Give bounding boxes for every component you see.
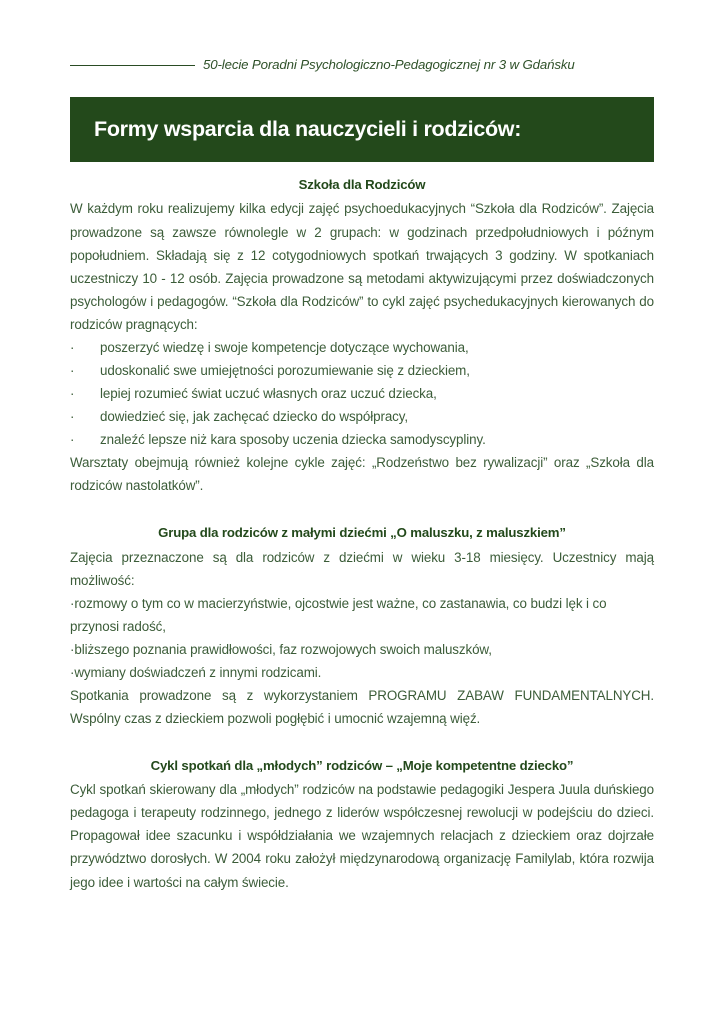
list-item: [70, 405, 654, 428]
section-moje-kompetentne-dziecko: [70, 756, 654, 894]
list-item-label: lepiej rozumieć świat uczuć własnych oraz uczuć dziecka,: [100, 385, 437, 401]
dot-line: ·bliższego poznania prawidłowości, faz rozwojowych swoich maluszków,: [70, 641, 492, 657]
bullet-list: [70, 336, 654, 451]
list-item-label: udoskonalić swe umiejętności porozumiewanie się z dzieckiem,: [100, 362, 470, 378]
dot-line: ·rozmowy o tym co w macierzyństwie, ojcostwie jest ważne, co zastanawia, co budzi lęk i co przynosi radość,: [70, 595, 607, 634]
section-paragraph: Spotkania prowadzone są z wykorzystaniem PROGRAMU ZABAW FUNDAMENTALNYCH. Wspólny czas z dzieckiem pozwoli pogłębić i umocnić wzajemną więź.: [70, 687, 654, 726]
list-item: [70, 336, 654, 359]
bullet-marker: ·: [70, 408, 75, 424]
running-header: [70, 0, 654, 75]
banner-title: Formy wsparcia dla nauczycieli i rodziców:: [94, 117, 522, 141]
bullet-marker: ·: [70, 339, 75, 355]
section-heading: Szkoła dla Rodziców: [298, 177, 426, 192]
header-rule-line: [70, 65, 195, 66]
section-heading: Cykl spotkań dla „młodych” rodziców – „Moje kompetentne dziecko”: [150, 757, 574, 773]
section-spacer: [70, 497, 654, 523]
section-paragraph: W każdym roku realizujemy kilka edycji zajęć psychoedukacyjnych “Szkoła dla Rodziców”. Zajęcia prowadzone są zawsze równolegle w 2 grupach: w godzinach przedpołudniowych i późnym popołudniem. Składają się z 12 cotygodniowych spotkań trwających 3 godziny. W spotkaniach uczestniczy 10 - 12 osób. Zajęcia prowadzone są metodami aktywizującymi przez doświadczonych psychologów i pedagogów. “Szkoła dla Rodziców” to cykl zajęć psychedukacyjnych kierowanych do rodziców pragnących:: [70, 201, 654, 332]
list-item-label: znaleźć lepsze niż kara sposoby uczenia dziecka samodyscypliny.: [100, 431, 486, 447]
list-item-label: dowiedzieć się, jak zachęcać dziecko do współpracy,: [100, 408, 408, 424]
document-content: [70, 175, 654, 894]
bullet-marker: ·: [70, 385, 75, 401]
dot-line: ·wymiany doświadczeń z innymi rodzicami.: [70, 664, 322, 680]
list-item: [70, 359, 654, 382]
list-item: [70, 382, 654, 405]
title-banner: [70, 97, 654, 162]
section-paragraph: Cykl spotkań skierowany dla „młodych” rodziców na podstawie pedagogiki Jespera Juula duńskiego pedagoga i terapeuty rodzinnego, jednego z liderów współczesnej rewolucji w podejściu do dzieci. Propagował idee szacunku i współdziałania we wzajemnych relacjach z dzieckiem oraz dojrzałe przywództwo dorosłych. W 2004 roku założył międzynarodową organizację Familylab, która rozwija jego idee i wartości na całym świecie.: [70, 782, 654, 890]
section-heading: Grupa dla rodziców z małymi dziećmi „O maluszku, z maluszkiem”: [158, 525, 566, 541]
list-item: [70, 428, 654, 451]
section-szkola-dla-rodzicow: [70, 175, 654, 497]
bullet-marker: ·: [70, 362, 75, 378]
section-spacer: [70, 730, 654, 756]
bullet-marker: ·: [70, 431, 75, 447]
section-paragraph: Warsztaty obejmują również kolejne cykle zajęć: „Rodzeństwo bez rywalizacji” oraz „Szkoła dla rodziców nastolatków”.: [70, 454, 654, 494]
section-o-maluszku-z-maluszkiem: [70, 523, 654, 730]
running-header-text: 50-lecie Poradni Psychologiczno-Pedagogicznej nr 3 w Gdańsku: [203, 56, 575, 72]
list-item-label: poszerzyć wiedzę i swoje kompetencje dotyczące wychowania,: [100, 339, 469, 355]
section-paragraph: Zajęcia przeznaczone są dla rodziców z dziećmi w wieku 3-18 miesięcy. Uczestnicy mają możliwość:: [70, 549, 654, 588]
